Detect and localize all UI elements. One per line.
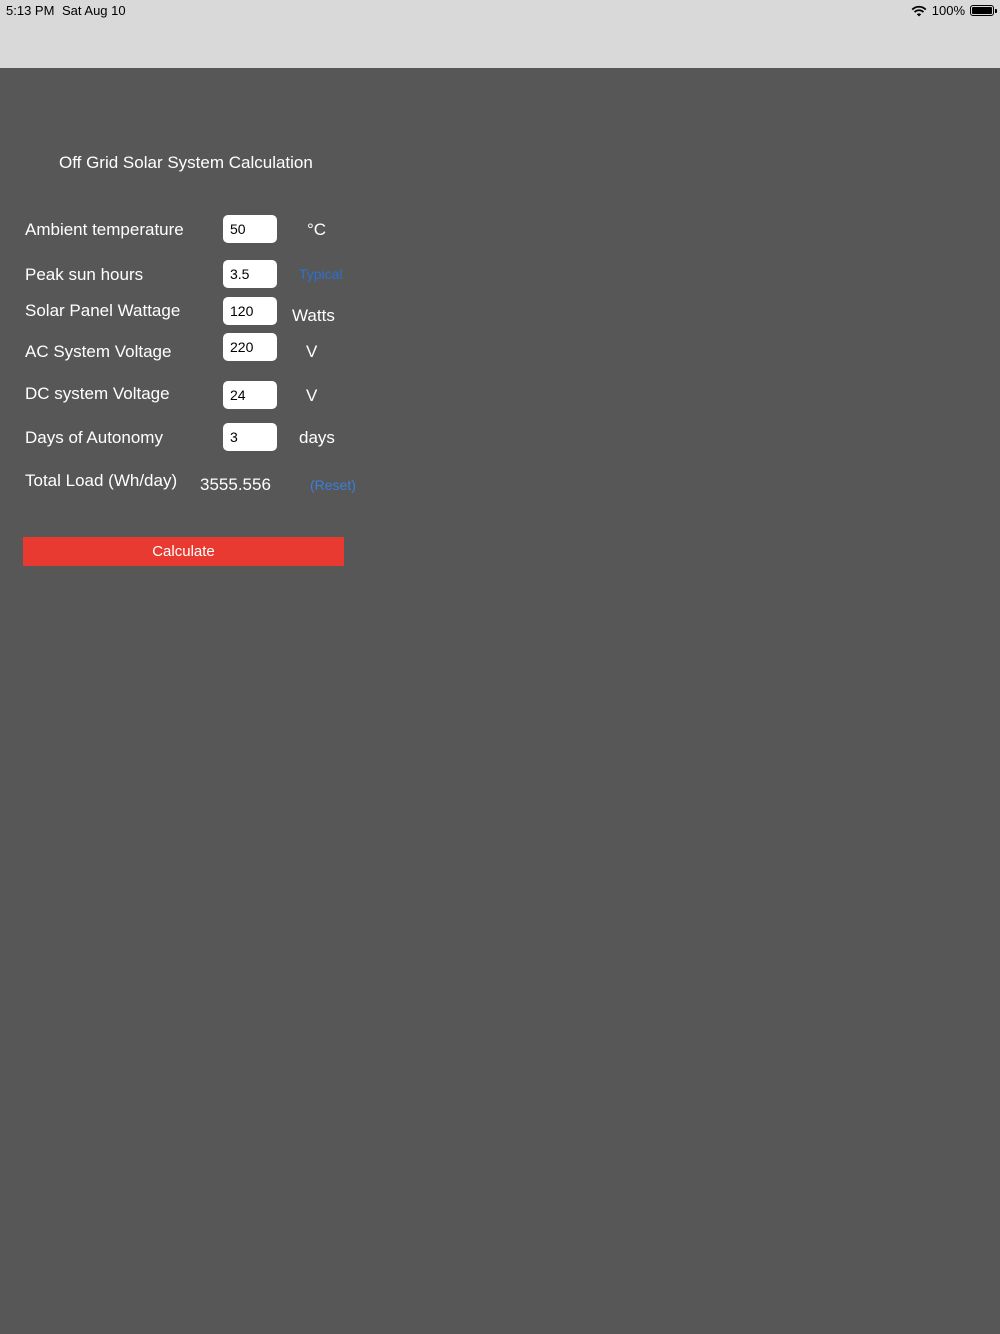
battery-icon (970, 5, 994, 16)
total-load-label: Total Load (Wh/day) (25, 471, 178, 490)
ambient-temperature-input[interactable] (223, 215, 277, 243)
peak-sun-hours-label: Peak sun hours (25, 265, 144, 284)
status-time: 5:13 PM (6, 3, 55, 18)
ambient-temperature-unit: °C (307, 220, 327, 239)
solar-panel-wattage-label: Solar Panel Wattage (25, 301, 181, 320)
dc-system-voltage-unit: V (306, 386, 318, 405)
total-load-value: 3555.556 (200, 475, 271, 494)
status-date: Sat Aug 10 (62, 3, 126, 18)
calculate-button[interactable]: Calculate (23, 537, 344, 566)
dc-system-voltage-label: DC system Voltage (25, 384, 170, 403)
status-indicators (911, 3, 994, 18)
reset-link[interactable]: (Reset) (310, 477, 356, 493)
page-title: Off Grid Solar System Calculation (59, 153, 313, 172)
peak-sun-hours-input[interactable] (223, 260, 277, 288)
days-of-autonomy-label: Days of Autonomy (25, 428, 163, 447)
solar-panel-wattage-unit: Watts (292, 306, 335, 325)
wifi-icon (911, 5, 927, 17)
ac-system-voltage-unit: V (306, 342, 318, 361)
ac-system-voltage-label: AC System Voltage (25, 342, 172, 361)
dc-system-voltage-input[interactable] (223, 381, 277, 409)
status-bar (0, 0, 1000, 68)
ac-system-voltage-input[interactable] (223, 333, 277, 361)
days-of-autonomy-input[interactable] (223, 423, 277, 451)
solar-panel-wattage-input[interactable] (223, 297, 277, 325)
battery-percentage: 100% (931, 3, 965, 18)
ambient-temperature-label: Ambient temperature (25, 220, 184, 239)
days-of-autonomy-unit: days (299, 428, 335, 447)
typical-link[interactable]: Typical (299, 266, 343, 282)
